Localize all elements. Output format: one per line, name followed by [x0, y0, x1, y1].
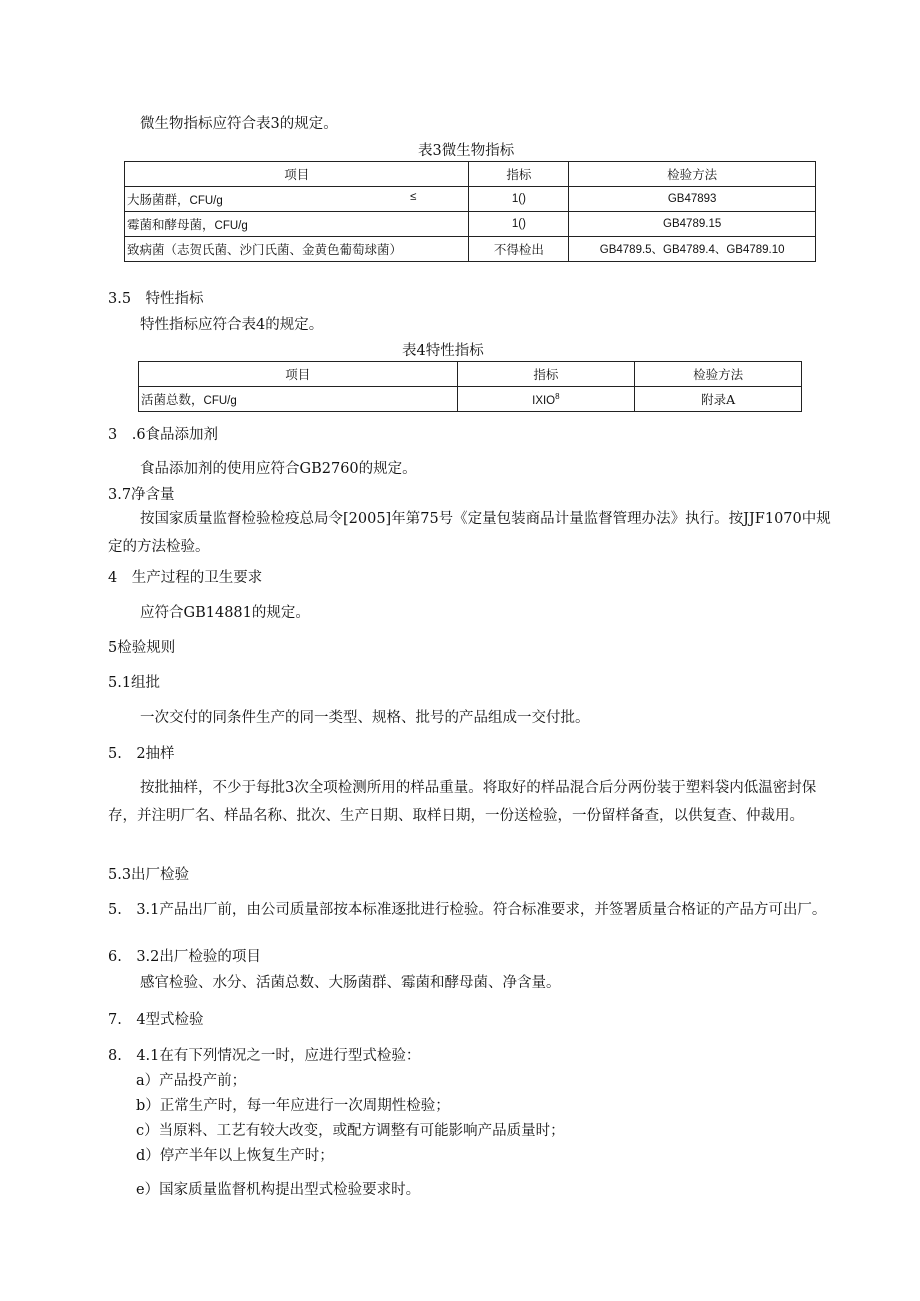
row-value-exponent: 8	[555, 391, 560, 401]
section-5-4-1-text: 8. 4.1在有下列情况之一时，应进行型式检验：	[108, 1048, 421, 1064]
section-5-3-1-text: 5. 3.1产品出厂前，由公司质量部按本标准逐批进行检验。符合标准要求，并签署质量合格证的产品方可出厂。	[108, 902, 827, 918]
section-4-text: 应符合GB14881的规定。	[140, 605, 310, 621]
header-value: 指标	[457, 362, 635, 387]
section-5-1-text: 一次交付的同条件生产的同一类型、规格、批号的产品组成一交付批。	[140, 710, 590, 726]
list-item: c）当原料、工艺有较大改变，或配方调整有可能影响产品质量时；	[136, 1123, 565, 1139]
header-item: 项目	[139, 362, 458, 387]
section-5-2-text: 按批抽样，不少于每批3次全项检测所用的样品重量。将取好的样品混合后分两份装于塑料袋内低温密封保存，并注明厂名、样品名称、批次、生产日期、取样日期，一份送检验，一份留样备查，以供复查、仲裁用。	[108, 780, 817, 824]
table-header-row	[139, 362, 802, 387]
row-method: 附录A	[635, 387, 802, 412]
row-item-cn: 霉菌和酵母菌，	[127, 217, 215, 232]
table3-microbial	[124, 161, 816, 262]
list-item: e）国家质量监督机构提出型式检验要求时。	[136, 1182, 421, 1198]
row-item-unit: CFU/g	[189, 195, 223, 207]
row-item	[125, 212, 469, 237]
section-5-3-2-heading: 6. 3.2出厂检验的项目	[108, 949, 261, 965]
section-5-2-heading: 5. 2抽样	[108, 746, 175, 762]
row-value: 1()	[469, 187, 569, 212]
row-item	[125, 187, 469, 212]
row-item-cn: 大肠菌群，	[127, 192, 190, 207]
table-row	[125, 212, 816, 237]
section-3-5-heading: 3.5 特性指标	[108, 291, 204, 307]
table4-characteristic	[138, 361, 802, 412]
row-method: GB4789.5、GB4789.4、GB4789.10	[569, 237, 816, 262]
row-item-cn: 活菌总数，	[141, 392, 204, 407]
table-row	[125, 237, 816, 262]
row-item: 致病菌（志贺氏菌、沙门氏菌、金黄色葡萄球菌）	[125, 237, 469, 262]
table-header-row	[125, 162, 816, 187]
section-3-7-text: 按国家质量监督检验检疫总局令[2005]年第75号《定量包装商品计量监督管理办法》执行。按JJF1070中规定的方法检验。	[108, 511, 831, 555]
section-5-3-2-text: 感官检验、水分、活菌总数、大肠菌群、霉菌和酵母菌、净含量。	[140, 975, 561, 991]
header-item: 项目	[125, 162, 469, 187]
row-value-base: IXIO	[532, 394, 556, 407]
row-method: GB4789.15	[569, 212, 816, 237]
le-symbol: ≤	[410, 191, 417, 203]
table3-title: 表3微生物指标	[418, 143, 515, 159]
characteristic-intro: 特性指标应符合表4的规定。	[140, 317, 324, 333]
section-3-7-heading: 3.7净含量	[108, 487, 175, 503]
row-value: 不得检出	[469, 237, 569, 262]
row-item	[139, 387, 458, 412]
list-item: b）正常生产时，每一年应进行一次周期性检验；	[136, 1098, 450, 1114]
list-item: a）产品投产前；	[136, 1073, 247, 1089]
section-5-4-heading: 7. 4型式检验	[108, 1012, 204, 1028]
row-item-unit: CFU/g	[214, 220, 248, 232]
list-item: d）停产半年以上恢复生产时；	[136, 1148, 334, 1164]
section-5-1-heading: 5.1组批	[108, 675, 161, 691]
row-value	[457, 387, 635, 412]
section-3-6-heading: 3 .6食品添加剂	[108, 427, 219, 443]
section-4-heading: 4 生产过程的卫生要求	[108, 570, 263, 586]
row-method: GB47893	[569, 187, 816, 212]
header-value: 指标	[469, 162, 569, 187]
microbial-intro: 微生物指标应符合表3的规定。	[140, 116, 338, 132]
row-value: 1()	[469, 212, 569, 237]
header-method: 检验方法	[635, 362, 802, 387]
section-5-3-heading: 5.3出厂检验	[108, 867, 190, 883]
section-3-6-text: 食品添加剂的使用应符合GB2760的规定。	[140, 461, 417, 477]
table-row	[139, 387, 802, 412]
header-method: 检验方法	[569, 162, 816, 187]
section-5-heading: 5检验规则	[108, 640, 176, 656]
row-item-unit: CFU/g	[203, 395, 237, 407]
table4-title: 表4特性指标	[402, 343, 484, 359]
table-row	[125, 187, 816, 212]
